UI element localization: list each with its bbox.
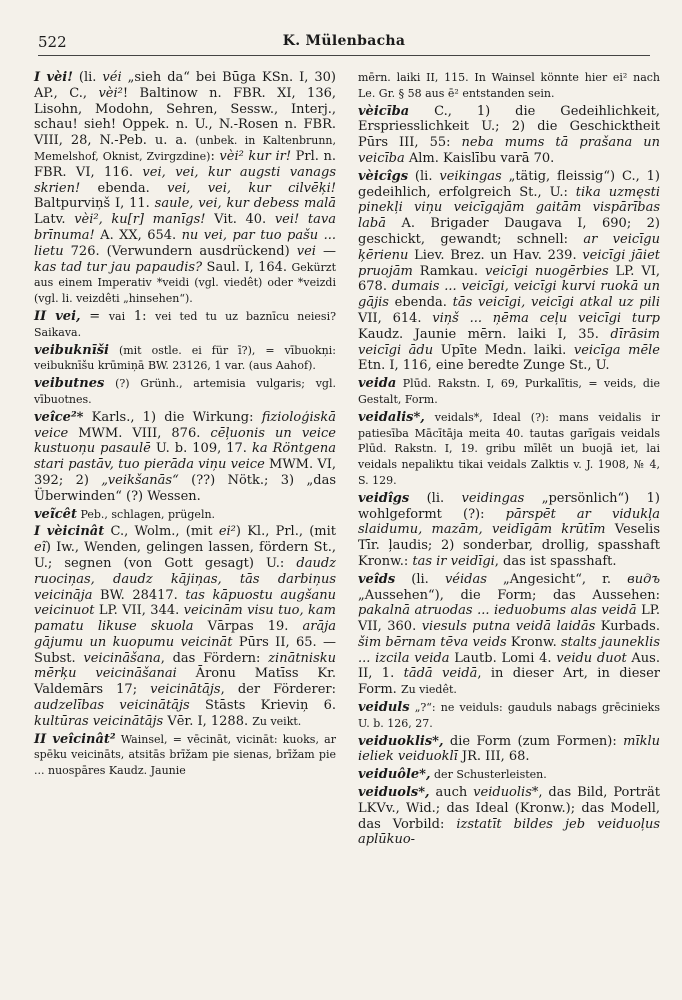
entry-example: dīrāsim veicīgi ādu: [358, 326, 660, 358]
entry-text: (??) Nötk.; 3) „das Überwinden“ (?) Wessen.: [34, 472, 336, 504]
entry-headword: veiduols*,: [358, 785, 430, 801]
entry-example: viņš ... ņēma ceļu veicīgi turp: [432, 310, 660, 326]
entry-text: 726. (Verwundern ausdrückend): [63, 243, 297, 259]
entry-text: Ramkau.: [412, 263, 485, 279]
entry-text: Aus. II, 1.: [358, 650, 660, 682]
entry-text: JR. III, 68.: [457, 749, 530, 765]
dictionary-entry: [358, 491, 660, 570]
entry-headword: I vèi!: [34, 70, 73, 85]
entry-text: Kaudz. Jaunie mērn. laiki I, 35.: [358, 326, 611, 342]
entry-example: видъ: [627, 571, 660, 587]
entry-example: veicināšana: [83, 650, 161, 666]
entry-example: audzelības veicinātājs: [34, 698, 190, 714]
entry-text: Pūrs II, 65. — Subst.: [34, 634, 336, 666]
dictionary-entry: [358, 785, 660, 848]
entry-text: U. b. 109, 17.: [150, 441, 252, 457]
entry-text: LP. VII, 344.: [94, 603, 184, 619]
dictionary-entry: [34, 524, 336, 729]
entry-example: šim bērnam tēva veids: [358, 634, 507, 650]
right-column: [358, 70, 660, 850]
entry-source: Plūd. Rakstn. I, 69, Purkalītis, = veids, die Gestalt, Form.: [358, 377, 660, 406]
entry-example: vei, vei, kur augsti vanags skrien!: [34, 164, 337, 196]
entry-source: Gekürzt aus einem Imperativ *veidi (vgl. viedêt) oder *veizdi (vgl. li. veizdêti „hinsehen“).: [34, 260, 337, 306]
entry-example: vèi² kur ir!: [219, 148, 292, 164]
entry-headword: veîds: [358, 571, 396, 587]
entry-text: „persönlich“) 1) wohlgeformt (?):: [358, 490, 660, 522]
entry-text: A. XX, 654.: [94, 227, 182, 243]
entry-example: veicinātājs: [150, 682, 221, 698]
entry-example: nu vei, par tuo pašu ... lietu: [34, 227, 336, 259]
entry-text: Vēr. I, 1288.: [163, 713, 253, 729]
entry-headword: II vei,: [34, 308, 81, 324]
entry-example: viesuls putna veidā laidās: [421, 619, 596, 635]
entry-text: „Aussehen“), die Form; das Aussehen:: [358, 587, 660, 603]
entry-example: vei — kas tad tur jau papaudis?: [34, 243, 336, 275]
entry-headword: vèicība: [358, 103, 410, 119]
entry-headword: veida: [358, 376, 397, 392]
entry-text: A. Brigader Daugava I, 690; 2) geschickt, gewandt; schnell:: [358, 216, 660, 247]
entry-source: kuoks, ar spēku veicināts, atsitās brīžam pie sienas, brīžam pie ... nuospāres: [34, 732, 336, 778]
entry-source: Wainsel, = vēcināt, vicināt:: [115, 732, 283, 746]
entry-example: veiduolis*: [473, 785, 539, 801]
entry-text: Baltpurviņš I, 11.: [34, 196, 155, 212]
entry-text: „sieh da“ bei Būga KSn. I, 30) AP., C.,: [34, 70, 337, 101]
entry-text: ) Iw., Wenden, gelingen lassen, fördern St., U.; segnen (von Gott gesagt) U.:: [34, 540, 336, 571]
entry-headword: veĩcêt: [34, 506, 77, 522]
dictionary-entry: [34, 732, 336, 779]
entry-source: vai: [108, 309, 126, 323]
entry-text: Kronw.: [506, 634, 561, 650]
entry-source: (?) Grünh., artemisia vulgaris; vgl. vībuotnes.: [34, 377, 336, 406]
entry-example: pārspēt ar vidukļa slaidumu, mazām, veidīgām krūtīm: [358, 506, 660, 538]
dictionary-entry: [34, 70, 336, 307]
entry-text: ebenda.: [80, 180, 168, 196]
entry-text: Lautb. Lomi 4.: [449, 650, 557, 666]
dictionary-entry: [358, 572, 660, 698]
page-number: 522: [38, 33, 67, 51]
entry-source: veidals*, Ideal (?): mans veidalis ir patiesība Mācītāja meita 40. tautas garīgais veidals Plūd. Rakstn. I, 19. gribu mīlēt un buojā iet, lai veidals nepaliktu tikai veidals Zalktis v. J. 1908, № 4, S. 129.: [358, 410, 660, 487]
entry-source: (mit ostle. ei für ī?), = vībuokņi: veibuknīšu krūmiņā BW. 23126, 1 var. (aus Aahof).: [34, 343, 336, 373]
entry-text: Kurbads.: [595, 619, 660, 635]
entry-example: neba mums tā prašana un veicība: [358, 135, 660, 166]
entry-headword: veidîgs: [358, 490, 410, 506]
entry-text: Karls., 1) die Wirkung:: [83, 409, 262, 425]
entry-example: veicinām visu tuo, kam pamatu likuse skuola: [34, 603, 336, 635]
entry-source: vei ted tu uz baznīcu neiesi?: [155, 309, 336, 323]
dictionary-entry: [358, 169, 660, 374]
entry-text: Etn. I, 116, eine beredte Zunge St., U.: [358, 358, 610, 374]
entry-example: veicīga mēle: [573, 342, 660, 358]
entry-example: izstatīt bildes jeb veiduoļus aplūkuo-: [358, 816, 660, 848]
entry-text: LP. VII, 360.: [358, 603, 660, 635]
entry-text: Latv.: [34, 212, 75, 228]
entry-source: Kaudz. Jaunie: [105, 764, 186, 778]
entry-example: tas ir veidīgi: [412, 553, 495, 569]
entry-headword: veiduôle*,: [358, 767, 431, 783]
dictionary-entry: [358, 376, 660, 408]
entry-example: ei²: [218, 524, 236, 540]
dictionary-entry: [34, 309, 336, 341]
entry-text: VII, 614.: [358, 310, 433, 326]
entry-source: (unbek. in Kaltenbrunn, Memelshof, Oknist, Zvirgzdine): [34, 134, 336, 163]
entry-example: tas kāpuostu augšanu veicinuot: [34, 587, 336, 619]
entry-example: vèi², ku[r] manīgs!: [74, 212, 206, 228]
dictionary-entry: [34, 376, 336, 408]
entry-example: daudz ruociņas, daudz kājiņas, tās darbiņus veicināja: [34, 555, 336, 603]
entry-text: auch: [429, 785, 474, 801]
entry-text: ebenda.: [388, 295, 453, 311]
entry-source: Saikava.: [34, 325, 82, 339]
entry-example: fizioloģiskā veice: [34, 409, 336, 441]
entry-headword: veîce²*: [34, 409, 84, 425]
entry-text: (li.: [408, 168, 440, 184]
left-column: [34, 70, 336, 781]
dictionary-entry: [358, 700, 660, 732]
entry-text: C., Wolm., (mit: [104, 524, 219, 540]
entry-example: ka Röntgena stari pastāv, tuo pierāda viņu veice: [34, 441, 336, 473]
entry-text: BW. 28417.: [92, 587, 186, 603]
entry-text: C., 1) die Gedeihlichkeit, Erspriesslichkeit U.; 2) die Geschicktheit Pūrs III, 55:: [358, 103, 660, 151]
entry-text: , in dieser Art, in dieser Form.: [358, 666, 660, 698]
entry-headword: I vèicinât: [34, 524, 105, 540]
entry-headword: veiduoklis*,: [358, 733, 444, 749]
entry-text: , das Bild, Porträt LKVv., Wid.; das Ideal (Kronw.); das Modell, das Vorbild:: [358, 785, 660, 832]
dictionary-entry: [358, 767, 660, 783]
entry-source: Zu veikt.: [252, 714, 302, 728]
entry-text: Saul. I, 164.: [202, 259, 292, 275]
entry-example: kultūras veicinātājs: [34, 713, 164, 729]
dictionary-entry: [358, 734, 660, 766]
entry-source: Zu viedêt.: [400, 683, 457, 697]
entry-source: der Schusterleisten.: [430, 768, 547, 782]
entry-text: Liev. Brez. un Hav. 239.: [408, 247, 583, 263]
entry-example: vei, vei, kur cilvēķi!: [167, 180, 336, 196]
entry-example: veidu duot: [556, 650, 627, 666]
entry-example: tās veicīgi, veicīgi atkal uz pili: [452, 295, 660, 311]
entry-text: Alm. Kaislību varā 70.: [404, 150, 555, 166]
entry-example: veidingas: [461, 490, 525, 506]
entry-example: saule, vei, kur debess malā: [154, 196, 336, 212]
entry-example: pakalnā atruodas ... ieduobums alas veidā: [358, 603, 637, 619]
entry-text: MWM. VIII, 876.: [68, 425, 211, 441]
entry-headword: veidalis*,: [358, 409, 425, 425]
entry-example: veicīgi nuogērbies: [484, 263, 609, 279]
entry-example: véidas: [444, 571, 487, 587]
entry-example: tika uzmęsti pinekļi viņu veicīgajām gaitām vispārības labā: [358, 184, 661, 232]
entry-text: (li.: [395, 571, 445, 587]
entry-example: véi: [102, 70, 122, 85]
entry-example: vèi²: [98, 85, 123, 101]
entry-headword: veiduls: [358, 700, 410, 716]
entry-example: cēļuonis un veice kustuoņu pasaulē: [34, 425, 336, 457]
entry-example: eĩ: [34, 540, 46, 556]
page-header: [38, 33, 650, 56]
entry-text: :: [210, 148, 220, 164]
dictionary-entry: [358, 104, 660, 167]
entry-headword: II veîcinât²: [34, 731, 116, 747]
entry-text: LP. VI, 678.: [358, 263, 660, 295]
entry-text: Veselis Tīr. ļaudis; 2) sonderbar, drollig, spasshaft Kronw.:: [358, 522, 661, 569]
entry-text: Stāsts Krieviņ 6.: [189, 698, 336, 714]
entry-text: , das ist spasshaft.: [494, 553, 617, 569]
dictionary-entry: [34, 507, 336, 523]
running-head: K. Mülenbacha: [282, 33, 406, 49]
entry-text: die Form (zum Formen):: [443, 733, 624, 749]
entry-text: ) Kl., Prl., (mit: [235, 524, 336, 540]
entry-example: dumais ... veicīgi, veicīgi kurvi ruokā un gājis: [358, 279, 660, 311]
entry-example: veikingas: [439, 168, 502, 184]
entry-text: , der Förderer:: [220, 682, 336, 698]
entry-headword: vèicîgs: [358, 168, 409, 184]
entry-text: Vit. 40.: [205, 212, 275, 228]
entry-example: tādā veidā: [403, 666, 478, 682]
entry-text: Prl. n. FBR. VI, 116.: [34, 148, 336, 180]
entry-text: Upīte Medn. laiki.: [433, 342, 574, 358]
entry-headword: veibutnes: [34, 376, 105, 392]
entry-text: =: [80, 308, 109, 324]
dictionary-entry: [358, 70, 660, 102]
entry-example: arāja gājumu un kuopumu veicināt: [34, 619, 336, 650]
entry-text: „tätig, fleissig“) C., 1) gedeihlich, erfolgreich St., U.:: [358, 168, 660, 200]
entry-text: , das Fördern:: [160, 650, 269, 666]
dictionary-entry: [358, 410, 660, 489]
entry-text: (li.: [72, 70, 103, 85]
entry-source: mērn. laiki II, 115. In Wainsel könnte hier ei² nach Le. Gr. § 58 aus ē² entstanden sein.: [358, 71, 660, 100]
entry-source: „?“: ne veiduls: gauduls nabags grēcinieks U. b. 126, 27.: [358, 701, 660, 730]
entry-text: Āronu Matīss Kr. Valdemārs 17;: [34, 666, 336, 698]
entry-example: zinātnisku mērķu veicināšanai: [34, 650, 336, 682]
dictionary-entry: [34, 410, 336, 505]
entry-source: Peb., schlagen, prügeln.: [76, 507, 216, 521]
entry-example: mīklu ieliek veiduoklī: [358, 733, 660, 765]
entry-text: MWM. VI, 392; 2): [34, 457, 336, 488]
entry-example: stalts jauneklis ... izcila veida: [358, 634, 661, 666]
entry-text: „Angesicht“, r.: [486, 571, 628, 587]
entry-example: „veikšanās“: [101, 472, 179, 488]
entry-text: ! Baltinow n. FBR. XI, 136, Lisohn, Modohn, Sehren, Sessw., Interj., schau! sieh! Oppek. n. U., N.-Rosen n. FBR. VIII, 28, N.-Peb. u. a.: [34, 85, 336, 149]
entry-example: ar veicīgu ķērienu: [358, 231, 660, 263]
entry-example: vei! tava brīnuma!: [34, 212, 336, 243]
dictionary-entry: [34, 343, 336, 375]
entry-text: Vārpas 19.: [193, 619, 303, 635]
entry-text: (li.: [409, 490, 462, 506]
entry-headword: veibuknīši: [34, 342, 109, 358]
entry-example: veicīgi jāiet pruojām: [358, 247, 660, 279]
entry-text: 1:: [125, 308, 156, 324]
